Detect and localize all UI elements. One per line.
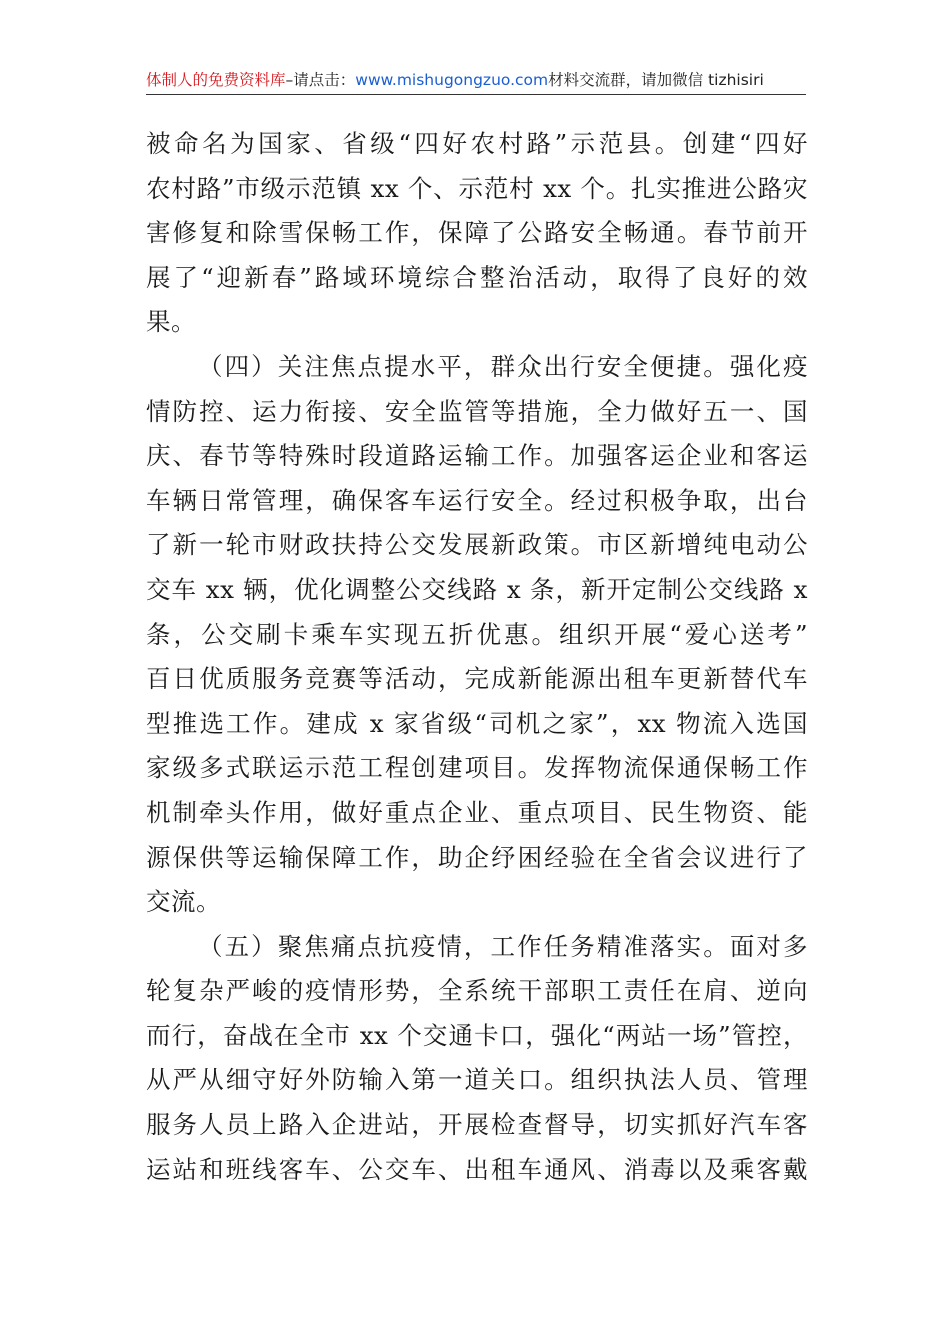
header-url-link[interactable]: www.mishugongzuo.com	[355, 71, 549, 89]
text-line: 源保供等运输保障工作，助企纾困经验在全省会议进行了	[146, 842, 808, 872]
header-brand-link[interactable]: 体制人的免费资料库	[146, 71, 286, 89]
text-line: 机制牵头作用，做好重点企业、重点项目、民生物资、能	[146, 797, 808, 827]
header-contact-text: 材料交流群，请加微信 tizhisiri	[548, 71, 764, 89]
text-line: 运站和班线客车、公交车、出租车通风、消毒以及乘客戴	[146, 1154, 808, 1184]
text-line: 服务人员上路入企进站，开展检查督导，切实抓好汽车客	[146, 1110, 808, 1140]
text-line: 庆、春节等特殊时段道路运输工作。加强客运企业和客运	[146, 441, 808, 471]
text-line: 从严从细守好外防输入第一道关口。组织执法人员、管理	[146, 1065, 808, 1095]
text-line: 轮复杂严峻的疫情形势，全系统干部职工责任在肩、逆向	[146, 976, 808, 1006]
text-line: 百日优质服务竞赛等活动，完成新能源出租车更新替代车	[146, 664, 808, 694]
page-header	[146, 66, 806, 95]
text-line: 果。	[146, 307, 196, 337]
text-line: 被命名为国家、省级“四好农村路”示范县。创建“四好	[146, 129, 808, 158]
paragraph-4-first-line: （四）关注焦点提水平，群众出行安全便捷。强化疫	[198, 351, 808, 381]
text-line: 条，公交刷卡乘车实现五折优惠。组织开展“爱心送考”	[146, 619, 808, 649]
text-line: 型推选工作。建成 x 家省级“司机之家”，xx 物流入选国	[146, 708, 808, 738]
header-separator-text: –请点击：	[285, 71, 356, 89]
text-line: 农村路”市级示范镇 xx 个、示范村 xx 个。扎实推进公路灾	[146, 173, 808, 203]
text-line: 而行，奋战在全市 xx 个交通卡口，强化“两站一场”管控，	[146, 1020, 808, 1050]
text-line: 情防控、运力衔接、安全监管等措施，全力做好五一、国	[146, 396, 808, 426]
text-line: 害修复和除雪保畅工作，保障了公路安全畅通。春节前开	[146, 218, 808, 248]
paragraph-5-first-line: （五）聚焦痛点抗疫情，工作任务精准落实。面对多	[198, 931, 808, 961]
document-body	[146, 122, 808, 1192]
text-line: 展了“迎新春”路域环境综合整治活动，取得了良好的效	[146, 262, 808, 292]
text-line: 车辆日常管理，确保客车运行安全。经过积极争取，出台	[146, 485, 808, 515]
text-line: 交车 xx 辆，优化调整公交线路 x 条，新开定制公交线路 x	[146, 574, 808, 604]
text-line: 交流。	[146, 887, 221, 917]
text-line: 了新一轮市财政扶持公交发展新政策。市区新增纯电动公	[146, 530, 808, 560]
text-line: 家级多式联运示范工程创建项目。发挥物流保通保畅工作	[146, 753, 808, 783]
